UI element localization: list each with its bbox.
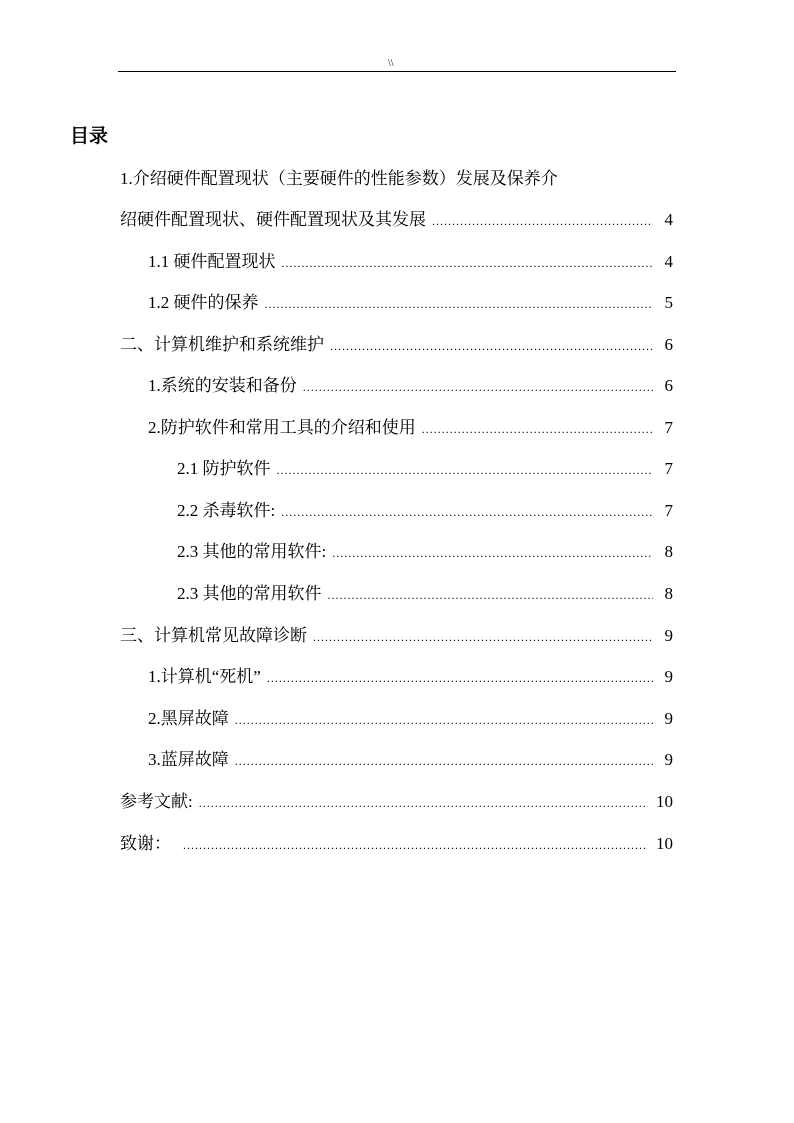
toc-entry-page: 7 (664, 418, 673, 437)
toc-leader (281, 501, 653, 523)
toc-leader (313, 626, 653, 648)
toc-entry-page: 8 (664, 542, 673, 561)
toc-entry-page: 4 (664, 252, 673, 271)
toc-leader (265, 293, 654, 315)
toc-entry[interactable] (177, 458, 673, 481)
toc-entry-label: 2.黑屏故障 (148, 709, 229, 728)
toc-entry-label: 1.1 硬件配置现状 (148, 252, 276, 271)
toc-entry-label: 2.3 其他的常用软件 (177, 584, 322, 603)
toc-leader (235, 750, 653, 772)
toc-entry-label: 2.3 其他的常用软件: (177, 542, 327, 561)
toc-entry-label: 绍硬件配置现状、硬件配置现状及其发展 (120, 210, 426, 229)
toc-entry[interactable] (120, 833, 673, 856)
toc-entry-page: 10 (656, 834, 673, 853)
toc-leader (332, 542, 653, 564)
toc-heading: 目录 (70, 125, 109, 147)
toc-entry[interactable] (120, 625, 673, 648)
toc-entry-label: 2.1 防护软件 (177, 459, 271, 478)
toc-entry[interactable] (120, 791, 673, 814)
toc-entry[interactable] (120, 334, 673, 357)
toc-entry[interactable] (177, 583, 673, 606)
toc-leader (282, 252, 654, 274)
toc-leader (183, 834, 648, 856)
toc-entry-page: 5 (664, 293, 673, 312)
toc-entry[interactable] (148, 251, 673, 274)
toc-entry-page: 7 (664, 501, 673, 520)
toc-entry[interactable] (177, 541, 673, 564)
toc-entry-label: 2.防护软件和常用工具的介绍和使用 (148, 418, 416, 437)
toc-leader (235, 709, 653, 731)
toc-first-line: 1.介绍硬件配置现状（主要硬件的性能参数）发展及保养介 (120, 169, 558, 188)
toc-leader (303, 376, 653, 398)
toc-entry-page: 4 (664, 210, 673, 229)
toc-leader (277, 459, 654, 481)
toc-leader (328, 584, 654, 606)
toc-entry-label: 1.计算机“死机” (148, 667, 261, 686)
toc-entry[interactable] (120, 209, 673, 232)
toc-entry[interactable] (148, 417, 673, 440)
toc-entry[interactable] (148, 292, 673, 315)
toc-leader (330, 335, 653, 357)
toc-entry-label: 1.系统的安装和备份 (148, 376, 297, 395)
toc-entry-page: 6 (664, 335, 673, 354)
toc-entry-label: 2.2 杀毒软件: (177, 501, 276, 520)
toc-entry-page: 9 (664, 750, 673, 769)
toc-entry-page: 6 (664, 376, 673, 395)
toc-leader (422, 418, 653, 440)
toc-entry-label: 3.蓝屏故障 (148, 750, 229, 769)
toc-leader (267, 667, 653, 689)
toc-entry-page: 9 (664, 667, 673, 686)
toc-leader (199, 792, 648, 814)
toc-entry[interactable] (148, 749, 673, 772)
toc-entry-label: 三、计算机常见故障诊断 (120, 626, 307, 645)
toc-entry-page: 7 (664, 459, 673, 478)
toc-entry-label: 1.2 硬件的保养 (148, 293, 259, 312)
toc-entry[interactable] (148, 666, 673, 689)
toc-entry-label: 参考文献: (120, 792, 193, 811)
toc-entry-page: 8 (664, 584, 673, 603)
header-rule (118, 71, 676, 72)
toc-entry-label: 致谢： (120, 834, 171, 853)
header-mark: \\ (388, 58, 394, 69)
toc-entry-page: 9 (664, 626, 673, 645)
toc-entry[interactable] (148, 708, 673, 731)
toc-entry-label: 二、计算机维护和系统维护 (120, 335, 324, 354)
toc-entry[interactable] (177, 500, 673, 523)
toc-entry[interactable] (148, 375, 673, 398)
toc-leader (432, 210, 653, 232)
toc-entry-page: 10 (656, 792, 673, 811)
toc-entry-page: 9 (664, 709, 673, 728)
